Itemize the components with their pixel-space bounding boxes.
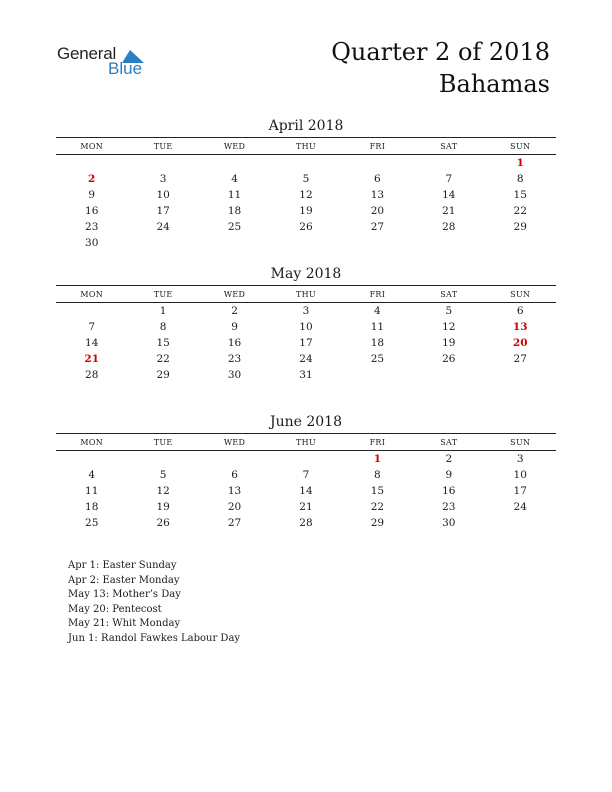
day-cell: 31 bbox=[299, 369, 313, 381]
week-row bbox=[56, 235, 556, 251]
day-cell: 2 bbox=[445, 453, 453, 465]
day-cell: 5 bbox=[159, 469, 167, 481]
day-cell: 21 bbox=[442, 205, 456, 217]
day-cell: 10 bbox=[156, 189, 170, 201]
week-row bbox=[56, 187, 556, 203]
day-cell: 10 bbox=[299, 321, 313, 333]
day-cell: 10 bbox=[513, 469, 527, 481]
day-cell: 25 bbox=[370, 353, 385, 365]
day-cell: 30 bbox=[442, 517, 456, 529]
day-cell: 14 bbox=[442, 189, 456, 201]
week-row bbox=[56, 451, 556, 467]
month-april bbox=[56, 116, 556, 251]
day-cell: 24 bbox=[156, 221, 170, 233]
day-cell: 3 bbox=[159, 173, 167, 185]
week-row bbox=[56, 499, 556, 515]
weekday-header: SUN bbox=[510, 141, 531, 151]
week-row bbox=[56, 483, 556, 499]
day-cell: 8 bbox=[159, 321, 167, 333]
week-row bbox=[56, 303, 556, 319]
day-cell: 3 bbox=[302, 305, 310, 317]
day-cell: 16 bbox=[85, 205, 99, 217]
day-cell: 13 bbox=[227, 485, 242, 497]
week-row bbox=[56, 335, 556, 351]
weekday-header: WED bbox=[223, 141, 246, 151]
holiday-day-cell: 2 bbox=[88, 173, 96, 185]
week-row bbox=[56, 351, 556, 367]
day-cell: 6 bbox=[516, 305, 524, 317]
week-row bbox=[56, 515, 556, 531]
day-cell: 6 bbox=[231, 469, 238, 481]
day-cell: 14 bbox=[85, 337, 99, 349]
day-cell: 27 bbox=[227, 517, 242, 529]
day-cell: 4 bbox=[88, 469, 96, 481]
day-cell: 17 bbox=[299, 337, 313, 349]
day-cell: 20 bbox=[227, 501, 242, 513]
weekday-header: FRI bbox=[369, 437, 386, 447]
weekday-header: FRI bbox=[369, 289, 386, 299]
logo bbox=[57, 44, 157, 84]
day-cell: 27 bbox=[513, 353, 527, 365]
weekday-header: THU bbox=[295, 289, 316, 299]
weekday-header: THU bbox=[295, 437, 316, 447]
week-row bbox=[56, 367, 556, 383]
title-quarter: Quarter 2 of 2018 bbox=[331, 38, 550, 66]
day-cell: 18 bbox=[85, 501, 99, 513]
day-cell: 18 bbox=[370, 337, 385, 349]
day-cell: 9 bbox=[231, 321, 238, 333]
weekday-header: WED bbox=[223, 289, 246, 299]
calendar-grid bbox=[56, 137, 556, 251]
day-cell: 19 bbox=[156, 501, 170, 513]
page-title bbox=[331, 36, 550, 100]
day-cell: 29 bbox=[513, 221, 527, 233]
day-cell: 28 bbox=[299, 517, 313, 529]
day-cell: 26 bbox=[442, 353, 456, 365]
weekday-header-row bbox=[56, 434, 556, 451]
weekday-header-row bbox=[56, 138, 556, 155]
day-cell: 26 bbox=[299, 221, 313, 233]
holiday-list-item: May 20: Pentecost bbox=[68, 603, 162, 615]
day-cell: 8 bbox=[374, 469, 381, 481]
weekday-header: SAT bbox=[440, 289, 458, 299]
holiday-day-cell: 13 bbox=[512, 321, 528, 333]
weekday-header: SAT bbox=[440, 437, 458, 447]
holiday-list-item: Jun 1: Randol Fawkes Labour Day bbox=[68, 632, 241, 644]
day-cell: 16 bbox=[227, 337, 242, 349]
calendar-grid bbox=[56, 433, 556, 531]
day-cell: 4 bbox=[231, 173, 238, 185]
day-cell: 12 bbox=[442, 321, 456, 333]
weekday-header-row bbox=[56, 286, 556, 303]
day-cell: 12 bbox=[299, 189, 313, 201]
weekday-header: SAT bbox=[440, 141, 458, 151]
holiday-list-item: Apr 1: Easter Sunday bbox=[68, 560, 177, 571]
weekday-header: MON bbox=[80, 141, 104, 151]
day-cell: 18 bbox=[227, 205, 242, 217]
weekday-header: TUE bbox=[153, 141, 173, 151]
day-cell: 2 bbox=[231, 305, 238, 317]
month-title: June 2018 bbox=[269, 414, 342, 430]
day-cell: 7 bbox=[88, 321, 96, 333]
day-cell: 17 bbox=[156, 205, 170, 217]
week-row bbox=[56, 155, 556, 171]
week-row bbox=[56, 467, 556, 483]
month-title: May 2018 bbox=[270, 266, 342, 282]
weekday-header: WED bbox=[223, 437, 246, 447]
day-cell: 15 bbox=[156, 337, 170, 349]
weekday-header: TUE bbox=[153, 289, 173, 299]
weekday-header: SUN bbox=[510, 437, 531, 447]
day-cell: 24 bbox=[299, 353, 313, 365]
day-cell: 16 bbox=[442, 485, 456, 497]
week-row bbox=[56, 219, 556, 235]
day-cell: 21 bbox=[299, 501, 313, 513]
day-cell: 12 bbox=[156, 485, 170, 497]
day-cell: 5 bbox=[445, 305, 453, 317]
month-title: April 2018 bbox=[268, 118, 344, 134]
day-cell: 13 bbox=[370, 189, 385, 201]
day-cell: 25 bbox=[85, 517, 99, 529]
month-may bbox=[56, 264, 556, 383]
holiday-list-item: Apr 2: Easter Monday bbox=[68, 574, 180, 586]
weekday-header: THU bbox=[295, 141, 316, 151]
day-cell: 8 bbox=[516, 173, 524, 185]
day-cell: 28 bbox=[85, 369, 99, 381]
day-cell: 24 bbox=[513, 501, 527, 513]
day-cell: 29 bbox=[156, 369, 170, 381]
day-cell: 19 bbox=[299, 205, 313, 217]
day-cell: 1 bbox=[159, 305, 167, 317]
week-row bbox=[56, 203, 556, 219]
holiday-list bbox=[68, 559, 240, 646]
day-cell: 22 bbox=[156, 353, 170, 365]
day-cell: 26 bbox=[156, 517, 170, 529]
holiday-list-item: May 21: Whit Monday bbox=[68, 618, 181, 629]
weekday-header: MON bbox=[80, 437, 104, 447]
holiday-list-item: May 13: Mother’s Day bbox=[68, 589, 181, 600]
day-cell: 30 bbox=[227, 369, 242, 381]
weekday-header: FRI bbox=[369, 141, 386, 151]
week-row bbox=[56, 171, 556, 187]
day-cell: 22 bbox=[370, 501, 385, 513]
day-cell: 23 bbox=[85, 221, 99, 233]
logo-text-blue: Blue bbox=[108, 59, 143, 78]
day-cell: 11 bbox=[370, 321, 385, 333]
weekday-header: SUN bbox=[510, 289, 531, 299]
day-cell: 17 bbox=[513, 485, 527, 497]
holiday-day-cell: 21 bbox=[84, 353, 100, 365]
day-cell: 20 bbox=[370, 205, 385, 217]
week-row bbox=[56, 319, 556, 335]
day-cell: 5 bbox=[302, 173, 310, 185]
day-cell: 27 bbox=[370, 221, 385, 233]
day-cell: 28 bbox=[442, 221, 456, 233]
day-cell: 22 bbox=[513, 205, 527, 217]
day-cell: 25 bbox=[227, 221, 242, 233]
day-cell: 23 bbox=[442, 501, 456, 513]
day-cell: 7 bbox=[302, 469, 310, 481]
day-cell: 3 bbox=[516, 453, 524, 465]
day-cell: 9 bbox=[445, 469, 453, 481]
title-country: Bahamas bbox=[438, 70, 550, 98]
day-cell: 11 bbox=[85, 485, 99, 497]
holiday-day-cell: 1 bbox=[373, 453, 382, 465]
weekday-header: TUE bbox=[153, 437, 173, 447]
day-cell: 7 bbox=[445, 173, 453, 185]
holiday-day-cell: 1 bbox=[516, 157, 524, 169]
day-cell: 19 bbox=[442, 337, 456, 349]
day-cell: 4 bbox=[374, 305, 381, 317]
logo-text-general: General bbox=[57, 44, 117, 63]
weekday-header: MON bbox=[80, 289, 104, 299]
day-cell: 23 bbox=[227, 353, 242, 365]
day-cell: 15 bbox=[513, 189, 527, 201]
calendar-grid bbox=[56, 285, 556, 383]
day-cell: 6 bbox=[374, 173, 381, 185]
day-cell: 9 bbox=[88, 189, 96, 201]
holiday-day-cell: 20 bbox=[512, 337, 528, 349]
month-june bbox=[56, 412, 556, 531]
day-cell: 14 bbox=[299, 485, 313, 497]
day-cell: 15 bbox=[370, 485, 385, 497]
day-cell: 29 bbox=[370, 517, 385, 529]
day-cell: 30 bbox=[85, 237, 99, 249]
day-cell: 11 bbox=[227, 189, 242, 201]
